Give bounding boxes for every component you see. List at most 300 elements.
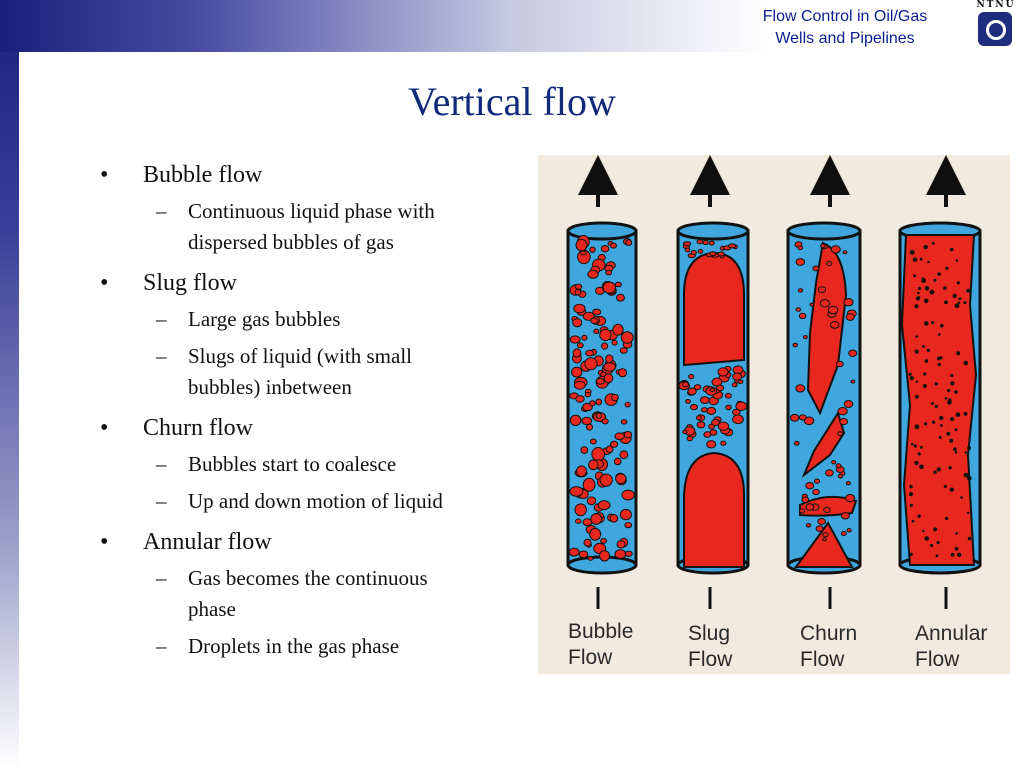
liquid-droplet xyxy=(921,278,926,283)
label-line2: Flow xyxy=(915,648,960,671)
small-bubble xyxy=(831,246,840,253)
sub-bullet-text: Bubbles start to coalesce xyxy=(188,452,397,476)
liquid-droplet xyxy=(945,397,948,400)
small-bubble xyxy=(851,380,855,383)
small-bubble xyxy=(697,422,705,428)
bullet-label: Churn flow xyxy=(143,415,253,441)
liquid-droplet xyxy=(915,335,918,338)
liquid-droplet xyxy=(947,389,950,392)
gas-bubble xyxy=(575,504,586,516)
small-bubble xyxy=(803,336,807,339)
liquid-droplet xyxy=(925,359,929,363)
small-bubble xyxy=(791,414,799,421)
liquid-droplet xyxy=(967,446,971,450)
small-bubble xyxy=(836,361,843,366)
liquid-droplet xyxy=(915,424,920,429)
liquid-droplet xyxy=(946,432,950,436)
small-bubble xyxy=(697,240,703,244)
small-bubble xyxy=(683,382,689,387)
gas-bubble xyxy=(582,417,592,424)
small-bubble xyxy=(831,322,839,329)
liquid-droplet xyxy=(936,554,939,557)
gas-bubble xyxy=(626,240,632,246)
liquid-droplet xyxy=(916,381,918,383)
liquid-droplet xyxy=(914,461,918,465)
liquid-droplet xyxy=(913,257,918,262)
gas-bubble xyxy=(606,270,612,275)
small-bubble xyxy=(685,248,690,252)
small-bubble xyxy=(818,519,826,525)
sub-bullet-text-cont: dispersed bubbles of gas xyxy=(188,230,394,254)
label-line1: Bubble xyxy=(568,620,634,643)
liquid-droplet xyxy=(938,333,941,336)
liquid-droplet xyxy=(922,345,925,348)
gas-bubble xyxy=(611,243,617,248)
gas-bubble xyxy=(601,246,609,252)
gas-bubble xyxy=(600,329,611,340)
liquid-droplet xyxy=(932,421,935,424)
gas-bubble xyxy=(570,487,583,497)
small-bubble xyxy=(799,313,806,318)
liquid-droplet xyxy=(924,299,929,304)
bubble-flow-label xyxy=(568,619,633,671)
flow-regimes-illustration xyxy=(538,155,1010,674)
small-bubble xyxy=(698,249,702,253)
liquid-droplet xyxy=(924,536,929,541)
bullet-dot: • xyxy=(100,270,109,296)
small-bubble xyxy=(796,308,801,312)
small-bubble xyxy=(733,415,744,424)
small-bubble xyxy=(832,461,836,464)
logo-box xyxy=(978,12,1012,46)
gas-bubble xyxy=(573,319,582,327)
small-bubble xyxy=(710,388,714,391)
small-bubble xyxy=(709,241,714,245)
liquid-droplet xyxy=(918,296,921,299)
liquid-droplet xyxy=(940,356,943,359)
bullet-item xyxy=(100,527,520,557)
sub-bullet-text: Droplets in the gas phase xyxy=(188,634,400,658)
small-bubble xyxy=(823,538,827,541)
liquid-droplet xyxy=(913,274,916,277)
gas-bubble xyxy=(590,528,601,540)
sub-bullet xyxy=(100,563,520,625)
gas-bubble xyxy=(594,329,599,333)
bullet-item xyxy=(100,160,520,190)
gas-bubble xyxy=(604,363,616,372)
gas-bubble xyxy=(576,284,582,289)
gas-bubble xyxy=(619,369,627,377)
liquid-droplet xyxy=(927,349,930,352)
small-bubble xyxy=(813,489,820,494)
gas-bubble xyxy=(603,282,615,293)
gas-bubble xyxy=(592,448,605,461)
small-bubble xyxy=(687,436,693,440)
gas-bubble xyxy=(581,447,588,454)
small-bubble xyxy=(707,407,716,414)
gas-bubble xyxy=(600,551,610,561)
small-bubble xyxy=(847,529,851,532)
gas-bubble xyxy=(591,514,602,525)
small-bubble xyxy=(683,430,687,433)
liquid-droplet xyxy=(954,390,958,394)
gas-bubble xyxy=(575,290,581,295)
liquid-droplet xyxy=(924,245,928,249)
small-bubble xyxy=(810,303,814,306)
liquid-droplet xyxy=(945,267,948,270)
liquid-droplet xyxy=(938,363,941,366)
small-bubble xyxy=(718,368,728,376)
gas-bubble xyxy=(588,557,593,561)
liquid-droplet xyxy=(918,515,921,518)
small-bubble xyxy=(826,470,834,476)
gas-bubble xyxy=(579,551,588,558)
small-bubble xyxy=(841,532,846,536)
liquid-droplet xyxy=(967,476,972,481)
liquid-droplet xyxy=(932,242,935,245)
small-bubble xyxy=(721,441,726,445)
small-bubble xyxy=(823,533,828,537)
small-bubble xyxy=(683,242,690,246)
taylor-bubble-lower xyxy=(684,453,744,567)
sub-bullet xyxy=(100,304,520,335)
small-bubble xyxy=(718,252,724,256)
liquid-droplet xyxy=(948,466,951,469)
liquid-droplet xyxy=(950,248,954,252)
small-bubble xyxy=(838,432,843,436)
liquid-droplet xyxy=(930,544,933,547)
liquid-droplet xyxy=(964,361,969,366)
liquid-droplet xyxy=(958,301,961,304)
gas-bubble xyxy=(574,381,585,389)
gas-bubble xyxy=(587,497,596,505)
sub-bullet-text: Gas becomes the continuous xyxy=(188,566,428,590)
pipe-top-opening xyxy=(788,223,860,239)
liquid-droplet xyxy=(950,374,953,377)
sub-bullet xyxy=(100,449,520,480)
liquid-droplet xyxy=(955,532,958,535)
small-bubble xyxy=(691,404,698,409)
liquid-droplet xyxy=(924,321,929,326)
liquid-droplet xyxy=(950,381,954,385)
gas-bubble xyxy=(602,343,608,349)
gas-bubble xyxy=(602,419,608,424)
small-bubble xyxy=(816,526,823,532)
small-bubble xyxy=(726,405,732,410)
dash-marker: – xyxy=(156,634,167,658)
liquid-droplet xyxy=(965,451,967,453)
small-bubble xyxy=(691,251,696,255)
sub-bullet xyxy=(100,196,520,258)
sub-bullet xyxy=(100,341,520,403)
gas-bubble xyxy=(612,340,617,345)
gas-bubble xyxy=(570,336,580,343)
small-bubble xyxy=(828,306,838,314)
label-line2: Flow xyxy=(568,646,613,669)
small-bubble xyxy=(733,366,743,374)
liquid-droplet xyxy=(927,261,930,264)
liquid-droplet xyxy=(940,424,943,427)
liquid-droplet xyxy=(910,250,915,255)
small-bubble xyxy=(846,314,854,321)
gas-bubble xyxy=(577,343,583,348)
liquid-droplet xyxy=(957,553,961,557)
liquid-droplet xyxy=(920,446,923,449)
gas-bubble xyxy=(622,490,634,500)
gas-bubble xyxy=(576,239,587,250)
liquid-droplet xyxy=(935,382,938,385)
liquid-droplet xyxy=(917,292,920,295)
small-bubble xyxy=(844,401,853,408)
liquid-droplet xyxy=(955,547,959,551)
gas-bubble xyxy=(585,393,591,397)
liquid-droplet xyxy=(950,417,954,421)
liquid-droplet xyxy=(945,517,948,520)
liquid-droplet xyxy=(909,485,912,488)
small-bubble xyxy=(694,385,701,390)
dash-marker: – xyxy=(156,566,167,590)
gas-bubble xyxy=(590,401,596,406)
gas-bubble xyxy=(596,378,604,384)
liquid-droplet xyxy=(939,436,942,439)
label-line2: Flow xyxy=(800,648,845,671)
liquid-droplet xyxy=(910,504,913,507)
gas-bubble xyxy=(606,355,613,363)
gas-bubble xyxy=(620,451,628,459)
liquid-droplet xyxy=(940,324,944,328)
liquid-droplet xyxy=(964,412,968,416)
bullet-dot: • xyxy=(100,162,109,188)
liquid-droplet xyxy=(944,485,947,488)
liquid-droplet xyxy=(931,402,934,405)
dash-marker: – xyxy=(156,344,167,368)
small-bubble xyxy=(844,299,853,306)
gas-bubble xyxy=(621,420,627,424)
taylor-bubble-upper xyxy=(684,253,744,365)
liquid-droplet xyxy=(910,553,913,556)
liquid-droplet xyxy=(956,412,961,417)
course-title xyxy=(720,6,970,50)
gas-bubble xyxy=(596,413,601,418)
small-bubble xyxy=(710,252,716,256)
liquid-droplet xyxy=(939,416,943,420)
annular-flow-pipe xyxy=(900,223,980,573)
small-bubble xyxy=(733,373,742,380)
liquid-droplet xyxy=(934,279,937,282)
gas-bubble xyxy=(610,515,618,523)
liquid-droplet xyxy=(953,447,957,451)
small-bubble xyxy=(796,385,805,392)
small-bubble xyxy=(707,441,716,448)
gas-bubble xyxy=(615,433,624,440)
gas-bubble xyxy=(617,294,625,301)
small-bubble xyxy=(696,416,701,420)
liquid-droplet xyxy=(935,405,938,408)
gas-bubble xyxy=(612,394,619,401)
small-bubble xyxy=(732,383,737,387)
gas-bubble xyxy=(606,446,613,453)
liquid-droplet xyxy=(933,471,936,474)
small-bubble xyxy=(821,244,826,248)
gas-bubble xyxy=(572,367,582,377)
course-title-line1: Flow Control in Oil/Gas xyxy=(762,8,928,25)
sub-bullet-text: Up and down motion of liquid xyxy=(188,489,443,513)
small-bubble xyxy=(700,397,709,404)
dash-marker: – xyxy=(156,199,167,223)
liquid-droplet xyxy=(912,520,915,523)
liquid-droplet xyxy=(915,349,919,353)
gas-bubble xyxy=(617,541,625,548)
small-bubble xyxy=(840,419,848,425)
gas-bubble xyxy=(601,539,607,544)
pipe-top-opening xyxy=(678,223,748,239)
bullet-dot: • xyxy=(100,529,109,555)
small-bubble xyxy=(818,287,825,293)
liquid-droplet xyxy=(967,512,969,514)
gas-bubble xyxy=(588,270,598,278)
dash-marker: – xyxy=(156,307,167,331)
small-bubble xyxy=(802,497,809,502)
logo-ring xyxy=(986,20,1006,40)
liquid-droplet xyxy=(968,537,972,541)
liquid-droplet xyxy=(914,304,918,308)
small-bubble xyxy=(718,422,728,430)
small-bubble xyxy=(709,424,715,429)
liquid-droplet xyxy=(915,395,919,399)
small-bubble xyxy=(703,241,708,245)
gas-bubble xyxy=(604,374,613,383)
liquid-droplet xyxy=(923,384,927,388)
bubble-flow-pipe xyxy=(568,223,636,573)
small-bubble xyxy=(806,483,814,489)
small-bubble xyxy=(796,259,805,266)
liquid-droplet xyxy=(955,428,958,431)
churn-flow-pipe xyxy=(788,223,860,573)
gas-bubble xyxy=(586,350,594,356)
liquid-droplet xyxy=(947,400,952,405)
sub-bullet xyxy=(100,486,520,517)
small-bubble xyxy=(806,524,811,528)
liquid-droplet xyxy=(914,444,917,447)
dash-marker: – xyxy=(156,452,167,476)
course-title-line2: Wells and Pipelines xyxy=(775,30,915,47)
page-title: Vertical flow xyxy=(408,79,616,124)
liquid-droplet xyxy=(931,321,934,324)
small-bubble xyxy=(798,289,802,292)
gas-bubble xyxy=(569,548,579,556)
small-bubble xyxy=(725,393,731,398)
gas-bubble xyxy=(590,439,596,444)
small-bubble xyxy=(836,464,841,468)
liquid-droplet xyxy=(923,372,926,375)
gas-bubble xyxy=(585,358,597,370)
liquid-droplet xyxy=(937,467,941,471)
sub-bullet-text: Slugs of liquid (with small xyxy=(188,344,413,368)
gas-bubble xyxy=(570,415,581,425)
liquid-droplet xyxy=(918,287,921,290)
gas-bubble xyxy=(621,332,633,344)
small-bubble xyxy=(793,343,797,347)
liquid-droplet xyxy=(950,488,954,492)
gas-bubble xyxy=(613,324,623,335)
liquid-droplet xyxy=(920,258,923,261)
small-bubble xyxy=(820,300,829,307)
sub-bullet-text: Large gas bubbles xyxy=(188,307,341,331)
label-line2: Flow xyxy=(688,648,733,671)
gas-bubble xyxy=(625,402,630,407)
gas-bubble xyxy=(573,349,581,357)
liquid-droplet xyxy=(930,290,935,295)
small-bubble xyxy=(702,408,708,412)
annular-gas-core xyxy=(902,235,976,565)
liquid-droplet xyxy=(909,373,912,376)
small-bubble xyxy=(798,246,803,250)
liquid-droplet xyxy=(966,289,970,293)
slug-flow-label xyxy=(688,621,732,673)
liquid-droplet xyxy=(944,300,948,304)
small-bubble xyxy=(689,375,694,379)
gas-bubble xyxy=(616,474,626,484)
small-bubble xyxy=(846,495,855,502)
churn-flow-label xyxy=(800,621,857,673)
ntnu-logo xyxy=(974,0,1018,52)
liquid-droplet xyxy=(949,439,953,443)
gas-bubble xyxy=(591,318,598,323)
gas-bubble xyxy=(581,251,587,255)
small-bubble xyxy=(824,507,830,512)
small-bubble xyxy=(686,400,691,404)
small-bubble xyxy=(704,432,711,438)
liquid-droplet xyxy=(943,286,947,290)
liquid-droplet xyxy=(955,451,958,454)
small-bubble xyxy=(841,513,849,519)
bullet-label: Annular flow xyxy=(143,529,272,555)
label-line1: Annular xyxy=(915,622,988,645)
bullet-label: Slug flow xyxy=(143,270,238,296)
gas-bubble xyxy=(596,399,602,405)
bullet-item xyxy=(100,268,520,298)
label-line1: Churn xyxy=(800,622,858,645)
bullet-list xyxy=(100,160,520,662)
liquid-droplet xyxy=(963,301,966,304)
liquid-droplet xyxy=(919,465,924,470)
bullet-label: Bubble flow xyxy=(143,162,263,188)
gas-bubble xyxy=(593,309,601,315)
liquid-droplet xyxy=(960,496,963,499)
liquid-droplet xyxy=(951,553,955,557)
gas-bubble xyxy=(587,424,593,430)
flow-regimes-figure xyxy=(538,155,1010,674)
gas-bubble xyxy=(625,523,632,528)
liquid-droplet xyxy=(956,259,958,261)
gas-bubble xyxy=(576,396,584,403)
small-bubble xyxy=(729,244,736,248)
small-bubble xyxy=(794,441,799,445)
small-bubble xyxy=(799,415,806,420)
gas-bubble xyxy=(598,501,610,510)
small-bubble xyxy=(806,504,814,510)
small-bubble xyxy=(838,408,847,415)
gas-bubble xyxy=(576,519,582,523)
bullet-dot: • xyxy=(100,415,109,441)
sub-bullet xyxy=(100,631,520,662)
sub-bullet-text-cont: phase xyxy=(188,597,236,621)
small-bubble xyxy=(849,350,857,356)
label-line1: Slug xyxy=(688,622,731,645)
annular-flow-label xyxy=(915,621,987,673)
liquid-droplet xyxy=(925,286,930,291)
small-bubble xyxy=(717,385,724,391)
